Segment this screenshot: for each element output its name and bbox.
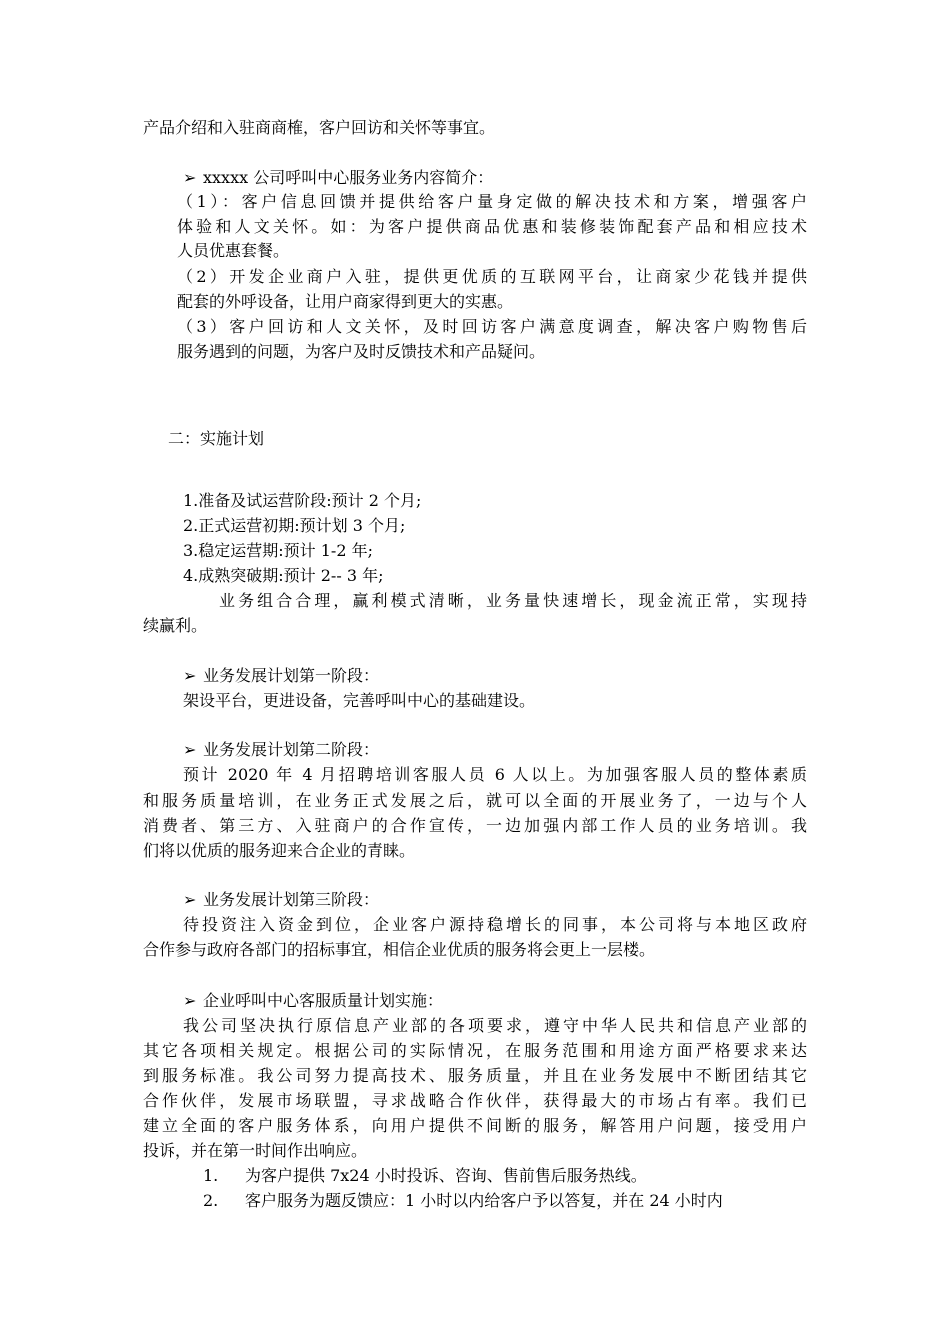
- stage-2-line-4: 们将以优质的服务迎来合企业的青睐。: [143, 841, 416, 860]
- stage-2-line-3: 消费者、第三方、入驻商户的合作宣传，一边加强内部工作人员的业务培训。我: [143, 816, 807, 835]
- quality-heading: [183, 988, 443, 1014]
- quality-heading-text: 企业呼叫中心客服质量计划实施：: [203, 991, 444, 1010]
- stage-2-heading-text: 业务发展计划第二阶段：: [203, 740, 380, 759]
- quality-line-4: 合作伙伴，发展市场联盟，寻求战略合作伙伴，获得最大的市场占有率。我们已: [143, 1091, 807, 1110]
- quality-line-1: 我公司坚决执行原信息产业部的各项要求，遵守中华人民共和信息产业部的: [183, 1016, 807, 1035]
- stage-1-line-1: 架设平台，更进设备，完善呼叫中心的基础建设。: [183, 691, 536, 710]
- stage-3-heading: [183, 887, 379, 913]
- services-heading-text: xxxxx 公司呼叫中心服务业务内容简介：: [203, 168, 494, 187]
- quality-line-6: 投诉，并在第一时间作出响应。: [143, 1141, 368, 1160]
- summary-line-1: 业务组合合理，赢利模式清晰，业务量快速增长，现金流正常，实现持: [219, 591, 807, 610]
- phase-4: 4.成熟突破期:预计 2-- 3 年;: [183, 566, 384, 585]
- service-item-1-line-1: （1）：客户信息回馈并提供给客户量身定做的解决技术和方案，增强客户: [177, 192, 807, 211]
- service-item-3-line-1: （3）客户回访和人文关怀，及时回访客户满意度调查，解决客户购物售后: [177, 317, 807, 336]
- quality-line-2: 其它各项相关规定。根据公司的实际情况，在服务范围和用途方面严格要求来达: [143, 1041, 807, 1060]
- services-heading: [183, 165, 493, 191]
- phase-2: 2.正式运营初期:预计划 3 个月;: [183, 516, 406, 535]
- stage-1-heading: [183, 663, 379, 689]
- quality-line-3: 到服务标准。我公司努力提高技术、服务质量，并且在业务发展中不断团结其它: [143, 1066, 807, 1085]
- summary-line-2: 续赢利。: [143, 616, 208, 635]
- stage-2-line-2: 和服务质量培训，在业务正式发展之后，就可以全面的开展业务了，一边与个人: [143, 791, 807, 810]
- arrowhead-bullet-icon: ➢: [183, 168, 197, 187]
- arrowhead-bullet-icon: ➢: [183, 991, 197, 1010]
- arrowhead-bullet-icon: ➢: [183, 666, 197, 685]
- quality-item-2: [203, 1188, 807, 1214]
- service-item-1-line-3: 人员优惠套餐。: [177, 241, 290, 260]
- stage-1-heading-text: 业务发展计划第一阶段：: [203, 666, 380, 685]
- stage-2-line-1: 预计 2020 年 4 月招聘培训客服人员 6 人以上。为加强客服人员的整体素质: [183, 765, 807, 784]
- stage-3-line-2: 合作参与政府各部门的招标事宜，相信企业优质的服务将会更上一层楼。: [143, 940, 656, 959]
- arrowhead-bullet-icon: ➢: [183, 740, 197, 759]
- quality-item-1: [203, 1163, 647, 1189]
- phase-3: 3.稳定运营期:预计 1-2 年;: [183, 541, 373, 560]
- arrowhead-bullet-icon: ➢: [183, 890, 197, 909]
- phase-1: 1.准备及试运营阶段:预计 2 个月;: [183, 491, 422, 510]
- quality-line-5: 建立全面的客户服务体系，向用户提供不间断的服务，解答用户问题，接受用户: [143, 1116, 807, 1135]
- stage-2-heading: [183, 737, 379, 763]
- section-2-title: 二：实施计划: [168, 429, 265, 448]
- quality-item-1-text: 为客户提供 7x24 小时投诉、咨询、售前售后服务热线。: [245, 1166, 647, 1185]
- service-item-2-line-2: 配套的外呼设备，让用户商家得到更大的实惠。: [177, 292, 514, 311]
- service-item-1-line-2: 体验和人文关怀。如：为客户提供商品优惠和装修装饰配套产品和相应技术: [177, 217, 807, 236]
- quality-item-1-number: 1.: [203, 1166, 219, 1185]
- quality-item-2-number: 2.: [203, 1191, 219, 1210]
- stage-3-line-1: 待投资注入资金到位，企业客户源持稳增长的同事，本公司将与本地区政府: [183, 915, 807, 934]
- intro-tail-text: 产品介绍和入驻商商榷，客户回访和关怀等事宜。: [143, 118, 496, 137]
- stage-3-heading-text: 业务发展计划第三阶段：: [203, 890, 380, 909]
- service-item-3-line-2: 服务遇到的问题，为客户及时反馈技术和产品疑问。: [177, 342, 546, 361]
- service-item-2-line-1: （2）开发企业商户入驻，提供更优质的互联网平台，让商家少花钱并提供: [177, 267, 807, 286]
- quality-item-2-text: 客户服务为题反馈应：1 小时以内给客户予以答复，并在 24 小时内: [245, 1191, 723, 1210]
